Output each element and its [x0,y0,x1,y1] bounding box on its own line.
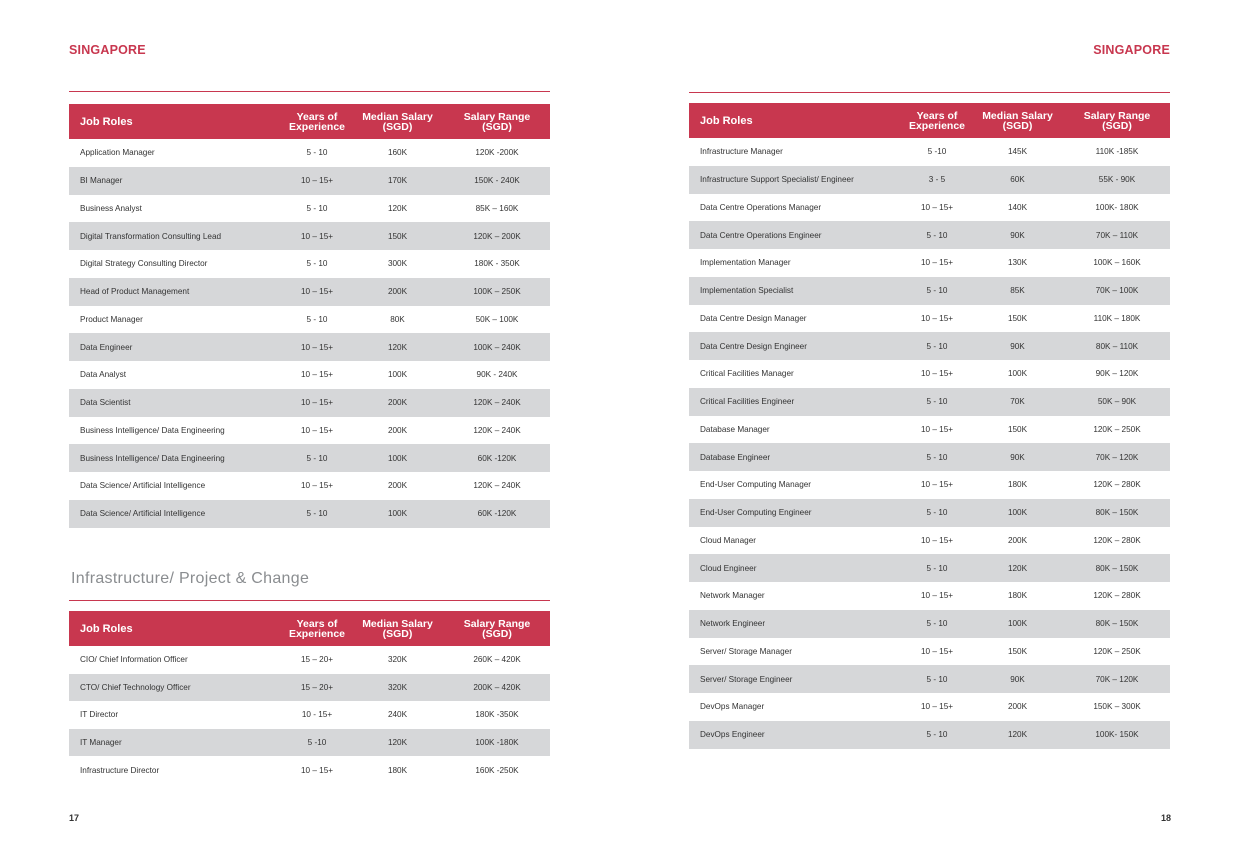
salary-range-cell: 260K – 420K [473,655,521,665]
median-salary-cell: 150K [1007,424,1028,434]
table-row [689,554,1170,582]
years-experience-cell: 10 – 15+ [300,231,334,241]
years-experience-cell: 5 - 10 [926,230,948,240]
years-experience-cell: 10 – 15+ [920,202,954,212]
header-years-experience [283,619,351,639]
years-experience-cell: 5 - 10 [926,619,948,629]
median-salary-cell: 145K [1007,147,1028,157]
median-salary-cell: 100K [1007,369,1028,379]
median-salary-cell: 300K [387,259,408,269]
header-job-roles: Job Roles [700,114,753,127]
median-salary-cell: 100K [387,370,408,380]
years-experience-cell: 5 - 10 [926,452,948,462]
median-salary-cell: 140K [1007,202,1028,212]
salary-range-cell: 90K – 120K [1095,369,1139,379]
median-salary-cell: 180K [387,765,408,775]
salary-range-cell: 120K – 280K [1093,591,1141,601]
header-median-salary-line: Median Salary [362,110,433,123]
table-row [69,306,550,334]
header-salary-range-line: (SGD) [1102,119,1132,132]
table-row [689,665,1170,693]
years-experience-cell: 10 – 15+ [920,646,954,656]
country-header: SINGAPORE [1093,43,1170,57]
table-header [689,103,1170,138]
median-salary-cell: 200K [1007,535,1028,545]
salary-range-cell: 70K – 110K [1095,230,1139,240]
table-row [69,195,550,223]
table-header [69,611,550,646]
years-experience-cell: 5 - 10 [926,397,948,407]
job-role-cell: Data Centre Design Manager [700,313,807,323]
median-salary-cell: 85K [1010,286,1025,296]
median-salary-cell: 130K [1007,258,1028,268]
job-role-cell: Digital Transformation Consulting Lead [80,231,222,241]
table-row [69,250,550,278]
median-salary-cell: 90K [1010,230,1025,240]
median-salary-cell: 320K [387,682,408,692]
table-row [689,416,1170,444]
median-salary-cell: 200K [1007,702,1028,712]
years-experience-cell: 5 - 10 [926,341,948,351]
years-experience-cell: 10 – 15+ [300,370,334,380]
years-experience-cell: 10 – 15+ [920,480,954,490]
salary-range-cell: 120K – 240K [473,398,521,408]
job-role-cell: Data Science/ Artificial Intelligence [80,481,206,491]
header-years-experience [283,112,351,132]
salary-range-cell: 100K – 240K [473,342,521,352]
job-role-cell: Business Intelligence/ Data Engineering [80,425,225,435]
table-row [689,360,1170,388]
salary-range-cell: 120K – 250K [1093,646,1141,656]
job-role-cell: End-User Computing Manager [700,480,812,490]
median-salary-cell: 120K [1007,563,1028,573]
job-role-cell: Data Analyst [80,370,126,380]
years-experience-cell: 3 - 5 [928,175,946,185]
job-role-cell: Data Scientist [80,398,131,408]
header-rule [689,92,1170,93]
job-role-cell: End-User Computing Engineer [700,508,812,518]
salary-range-cell: 80K – 150K [1095,563,1139,573]
table-row [689,693,1170,721]
median-salary-cell: 120K [387,203,408,213]
years-experience-cell: 5 - 10 [306,509,328,519]
page-number: 17 [69,813,80,823]
salary-range-cell: 120K – 250K [1093,424,1141,434]
job-role-cell: IT Manager [80,738,122,748]
header-salary-range-line: Salary Range [463,617,531,630]
job-role-cell: Infrastructure Support Specialist/ Engineer [700,175,854,185]
table-row [69,139,550,167]
table-row [69,674,550,702]
salary-range-cell: 150K - 240K [474,176,520,186]
years-experience-cell: 5 - 10 [306,203,328,213]
salary-range-cell: 70K – 100K [1095,286,1139,296]
header-salary-range [1064,111,1170,131]
table-row [689,138,1170,166]
salary-range-cell: 90K - 240K [476,370,518,380]
job-role-cell: Application Manager [80,148,155,158]
country-header: SINGAPORE [69,43,146,57]
job-role-cell: Data Engineer [80,342,133,352]
header-salary-range-line: (SGD) [482,627,512,640]
years-experience-cell: 10 – 15+ [300,425,334,435]
page-number: 18 [1160,813,1171,823]
salary-range-cell: 60K -120K [477,453,517,463]
salary-range-cell: 200K – 420K [473,682,521,692]
table-row [689,610,1170,638]
table-row [689,638,1170,666]
median-salary-cell: 80K [390,314,405,324]
job-role-cell: Cloud Engineer [700,563,757,573]
salary-range-cell: 110K -185K [1095,147,1139,157]
salary-range-cell: 50K – 100K [475,314,519,324]
job-role-cell: Implementation Manager [700,258,791,268]
table-row [69,646,550,674]
table-row [69,472,550,500]
median-salary-cell: 180K [1007,480,1028,490]
table-row [689,388,1170,416]
years-experience-cell: 5 -10 [307,738,327,748]
table-row [69,278,550,306]
job-role-cell: IT Director [80,710,119,720]
median-salary-cell: 100K [387,453,408,463]
years-experience-cell: 10 – 15+ [300,342,334,352]
years-experience-cell: 10 – 15+ [920,424,954,434]
header-median-salary-line: Median Salary [982,109,1053,122]
median-salary-cell: 120K [387,342,408,352]
job-role-cell: Business Intelligence/ Data Engineering [80,453,225,463]
header-salary-range [444,112,550,132]
salary-range-cell: 120K – 240K [473,481,521,491]
header-salary-range-line: Salary Range [1083,109,1151,122]
job-role-cell: Network Engineer [700,619,766,629]
median-salary-cell: 100K [387,509,408,519]
header-median-salary-line: Median Salary [362,617,433,630]
job-role-cell: Database Manager [700,424,770,434]
job-role-cell: Data Science/ Artificial Intelligence [80,509,206,519]
years-experience-cell: 10 – 15+ [300,398,334,408]
median-salary-cell: 320K [387,655,408,665]
header-median-salary [351,619,444,639]
median-salary-cell: 100K [1007,508,1028,518]
years-experience-cell: 5 - 10 [306,453,328,463]
years-experience-cell: 10 – 15+ [920,313,954,323]
salary-range-cell: 80K – 110K [1095,341,1139,351]
salary-range-cell: 100K -180K [475,738,519,748]
salary-range-cell: 60K -120K [477,509,517,519]
median-salary-cell: 150K [387,231,408,241]
table-row [69,500,550,528]
job-role-cell: Critical Facilities Manager [700,369,794,379]
years-experience-cell: 10 – 15+ [300,176,334,186]
table-row [689,471,1170,499]
table-row [69,222,550,250]
salary-range-cell: 100K – 160K [1093,258,1141,268]
job-role-cell: Digital Strategy Consulting Director [80,259,208,269]
section-rule [69,600,550,601]
salary-range-cell: 100K- 180K [1095,202,1139,212]
median-salary-cell: 200K [387,398,408,408]
job-role-cell: Infrastructure Manager [700,147,783,157]
table-row [69,333,550,361]
job-role-cell: Server/ Storage Manager [700,646,792,656]
job-role-cell: Data Centre Operations Manager [700,202,822,212]
header-median-salary-line: (SGD) [382,627,413,640]
header-median-salary [351,112,444,132]
median-salary-cell: 70K [1010,397,1025,407]
median-salary-cell: 60K [1010,175,1025,185]
job-role-cell: DevOps Engineer [700,730,765,740]
salary-range-cell: 100K – 250K [473,287,521,297]
years-experience-cell: 5 - 10 [306,314,328,324]
table-row [69,417,550,445]
median-salary-cell: 240K [387,710,408,720]
job-role-cell: Data Centre Operations Engineer [700,230,822,240]
table-row [689,249,1170,277]
years-experience-cell: 10 - 15+ [301,710,333,720]
median-salary-cell: 90K [1010,341,1025,351]
salary-range-cell: 160K -250K [475,765,519,775]
table-row [69,729,550,757]
salary-range-cell: 85K – 160K [475,203,519,213]
header-job-roles: Job Roles [80,622,133,635]
years-experience-cell: 5 - 10 [926,286,948,296]
header-job-roles: Job Roles [80,115,133,128]
salary-range-cell: 180K -350K [475,710,519,720]
years-experience-cell: 5 -10 [927,147,947,157]
years-experience-cell: 5 - 10 [926,674,948,684]
header-median-salary [971,111,1064,131]
table-row [689,277,1170,305]
median-salary-cell: 150K [1007,313,1028,323]
job-role-cell: Critical Facilities Engineer [700,397,795,407]
header-median-salary-line: (SGD) [382,120,413,133]
table-row [689,194,1170,222]
years-experience-cell: 10 – 15+ [920,591,954,601]
salary-range-cell: 150K – 300K [1093,702,1141,712]
table-row [69,389,550,417]
years-experience-cell: 15 – 20+ [300,682,334,692]
header-years-experience-line: Years of [296,617,338,630]
right-page [620,0,1240,847]
salary-range-cell: 70K – 120K [1095,674,1139,684]
salary-table-1 [69,104,550,528]
header-years-experience-line: Experience [288,120,346,133]
salary-range-cell: 80K – 150K [1095,508,1139,518]
header-years-experience-line: Experience [908,119,966,132]
median-salary-cell: 200K [387,481,408,491]
job-role-cell: Implementation Specialist [700,286,794,296]
job-role-cell: Infrastructure Director [80,765,160,775]
header-years-experience-line: Years of [296,110,338,123]
salary-range-cell: 100K- 150K [1095,730,1139,740]
table-row [689,527,1170,555]
header-years-experience [903,111,971,131]
years-experience-cell: 10 – 15+ [920,369,954,379]
years-experience-cell: 10 – 15+ [920,535,954,545]
table-row [689,166,1170,194]
years-experience-cell: 10 – 15+ [300,287,334,297]
header-salary-range-line: (SGD) [482,120,512,133]
median-salary-cell: 150K [1007,646,1028,656]
years-experience-cell: 5 - 10 [306,148,328,158]
table-header [69,104,550,139]
salary-range-cell: 120K – 200K [473,231,521,241]
median-salary-cell: 90K [1010,452,1025,462]
table-row [69,444,550,472]
median-salary-cell: 200K [387,425,408,435]
years-experience-cell: 10 – 15+ [920,258,954,268]
median-salary-cell: 180K [1007,591,1028,601]
median-salary-cell: 120K [1007,730,1028,740]
salary-range-cell: 120K – 240K [473,425,521,435]
median-salary-cell: 170K [387,176,408,186]
salary-table-2 [69,611,550,784]
median-salary-cell: 160K [387,148,408,158]
table-row [689,443,1170,471]
median-salary-cell: 120K [387,738,408,748]
section-title: Infrastructure/ Project & Change [71,570,310,587]
years-experience-cell: 5 - 10 [926,730,948,740]
table-row [69,167,550,195]
job-role-cell: CTO/ Chief Technology Officer [80,682,191,692]
salary-range-cell: 70K – 120K [1095,452,1139,462]
table-row [689,305,1170,333]
job-role-cell: Product Manager [80,314,143,324]
table-row [689,221,1170,249]
header-salary-range [444,619,550,639]
median-salary-cell: 90K [1010,674,1025,684]
job-role-cell: Server/ Storage Engineer [700,674,793,684]
job-role-cell: Head of Product Management [80,287,190,297]
header-salary-range-line: Salary Range [463,110,531,123]
table-row [69,701,550,729]
years-experience-cell: 10 – 15+ [300,765,334,775]
salary-range-cell: 180K - 350K [474,259,520,269]
header-median-salary-line: (SGD) [1002,119,1033,132]
table-row [689,332,1170,360]
median-salary-cell: 100K [1007,619,1028,629]
years-experience-cell: 5 - 10 [926,508,948,518]
table-row [689,582,1170,610]
median-salary-cell: 200K [387,287,408,297]
salary-range-cell: 110K – 180K [1093,313,1141,323]
job-role-cell: Database Engineer [700,452,771,462]
salary-table-3 [689,103,1170,749]
table-row [689,499,1170,527]
years-experience-cell: 5 - 10 [306,259,328,269]
header-years-experience-line: Experience [288,627,346,640]
years-experience-cell: 5 - 10 [926,563,948,573]
job-role-cell: BI Manager [80,176,123,186]
header-rule [69,91,550,92]
header-years-experience-line: Years of [916,109,958,122]
job-role-cell: DevOps Manager [700,702,765,712]
table-row [689,721,1170,749]
job-role-cell: Data Centre Design Engineer [700,341,807,351]
salary-range-cell: 50K – 90K [1097,397,1137,407]
job-role-cell: Network Manager [700,591,765,601]
job-role-cell: Cloud Manager [700,535,756,545]
years-experience-cell: 10 – 15+ [920,702,954,712]
salary-range-cell: 55K - 90K [1098,175,1136,185]
salary-range-cell: 80K – 150K [1095,619,1139,629]
salary-range-cell: 120K – 280K [1093,480,1141,490]
years-experience-cell: 15 – 20+ [300,655,334,665]
salary-range-cell: 120K -200K [475,148,519,158]
years-experience-cell: 10 – 15+ [300,481,334,491]
job-role-cell: Business Analyst [80,203,142,213]
salary-range-cell: 120K – 280K [1093,535,1141,545]
table-row [69,361,550,389]
table-row [69,756,550,784]
job-role-cell: CIO/ Chief Information Officer [80,655,188,665]
